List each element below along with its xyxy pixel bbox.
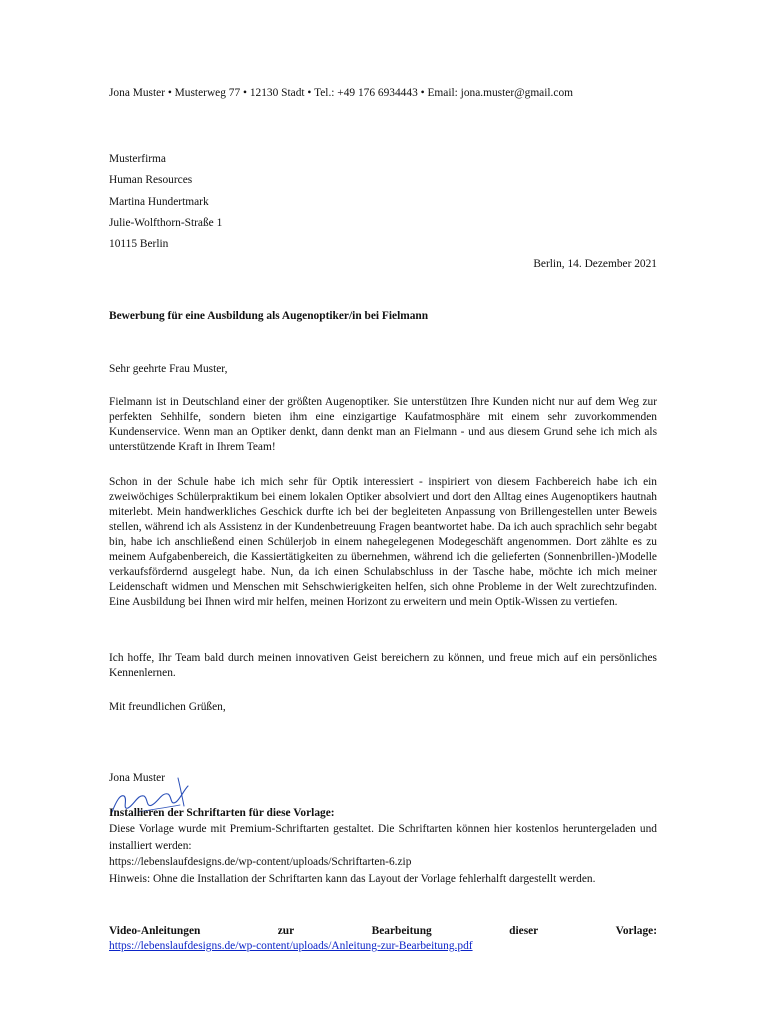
recipient-department: Human Resources	[109, 174, 193, 187]
fonts-info-text: Diese Vorlage wurde mit Premium-Schriftarten gestaltet. Die Schriftarten können hier kostenlos heruntergeladen und installiert werden:	[109, 823, 657, 852]
fonts-info-heading: Installieren der Schriftarten für diese Vorlage:	[109, 807, 335, 819]
body-paragraph-2: Schon in der Schule habe ich mich sehr für Optik interessiert - inspiriert von diesem Fachbereich habe ich ein zweiwöchiges Schülerpraktikum bei einem lokalen Optiker absolviert und dort den Alltag eines Augenoptikers hautnah miterlebt. Mein handwerkliches Geschick durfte ich bei der begleiteten Anpassung von Brillengestellen unter Beweis stellen, während ich als Assistenz in der Kundenbetreuung Fragen beantwortet habe. Da ich auch sprachlich sehr begabt bin, habe ich anschließend einen Schülerjob in einem nahegelegenen Modegeschäft angenommen. Dort zählte es zu meinem Aufgabenbereich, die Kassiertätigkeiten zu übernehmen, während ich die gelieferten (Sonnenbrillen-)Modelle verkaufsfördernd ausgelegt habe. Nun, da ich einen Schulabschluss in der Tasche habe, möchte ich mich meiner Leidenschaft widmen und Menschen mit Sehschwierigkeiten helfen, sich ohne Probleme in der Welt zurechtzufinden. Eine Ausbildung bei Ihnen wird mir helfen, meinen Horizont zu erweitern und mein Optik-Wissen zu vertiefen.	[109, 476, 657, 608]
signature-name: Jona Muster	[109, 772, 165, 784]
recipient-city: 10115 Berlin	[109, 238, 169, 251]
letter-date: Berlin, 14. Dezember 2021	[533, 258, 657, 270]
fonts-info-hint: Hinweis: Ohne die Installation der Schriftarten kann das Layout der Vorlage fehlerhalft dargestellt werden.	[109, 872, 596, 885]
video-instructions-heading	[109, 924, 657, 939]
video-heading-word: Bearbeitung	[371, 925, 432, 937]
fonts-info-section	[109, 805, 657, 887]
closing-phrase: Mit freundlichen Grüßen,	[109, 701, 226, 713]
body-paragraph-1: Fielmann ist in Deutschland einer der größten Augenoptiker. Sie unterstützen Ihre Kunden nicht nur auf dem Weg zur perfekten Sehhilfe, sondern bieten ihm eine einzigartige Kaufatmosphäre mit einem sehr zuvorkommenden Kundenservice. Wenn man an Optiker denkt, dann denkt man an Fielmann - und aus diesem Grund sehe ich mich als unterstützende Kraft in Ihrem Team!	[109, 396, 657, 453]
recipient-address	[109, 149, 657, 255]
video-instructions-link[interactable]: https://lebenslaufdesigns.de/wp-content/uploads/Anleitung-zur-Bearbeitung.pdf	[109, 940, 473, 952]
sender-line: Jona Muster • Musterweg 77 • 12130 Stadt • Tel.: +49 176 6934443 • Email: jona.muster@gmail.com	[109, 87, 574, 99]
recipient-street: Julie-Wolfthorn-Straße 1	[109, 216, 223, 229]
salutation: Sehr geehrte Frau Muster,	[109, 363, 228, 375]
video-heading-word: Vorlage:	[615, 925, 657, 937]
video-heading-word: dieser	[509, 925, 539, 937]
video-heading-word: Video-Anleitungen	[109, 925, 201, 937]
video-heading-word: zur	[277, 925, 295, 937]
fonts-download-url: https://lebenslaufdesigns.de/wp-content/uploads/Schriftarten-6.zip	[109, 856, 412, 869]
recipient-contact: Martina Hundertmark	[109, 195, 209, 208]
body-paragraph-3: Ich hoffe, Ihr Team bald durch meinen innovativen Geist bereichern zu können, und freue mich auf ein persönliches Kennenlernen.	[109, 652, 657, 679]
subject-line: Bewerbung für eine Ausbildung als Augenoptiker/in bei Fielmann	[109, 310, 429, 322]
recipient-company: Musterfirma	[109, 153, 166, 165]
video-instructions-section	[109, 924, 657, 954]
